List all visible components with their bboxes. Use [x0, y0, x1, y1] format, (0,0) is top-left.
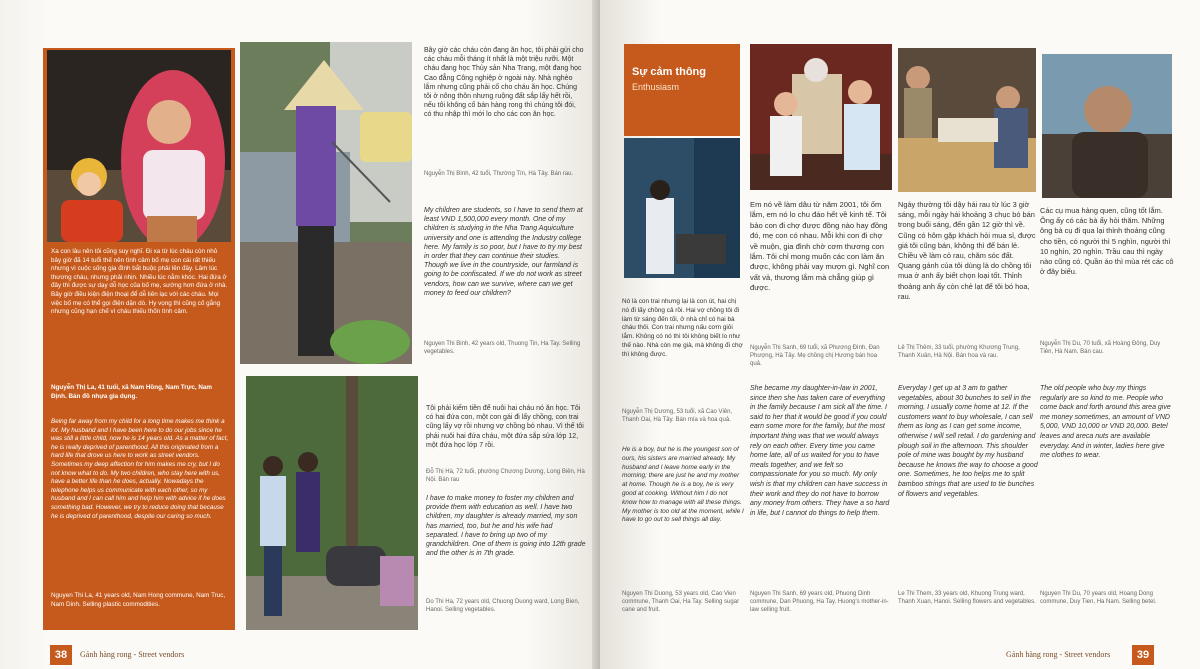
- quote-en-du: The old people who buy my things regularly are so kind to me. People who come back and forth around this area give me money sometimes, an amount of VND 5,000, VND 10,000 or VND 20,000. Betel leaves and areca nuts are available everyday. And in winter, ladies here give me clothes to wear.: [1040, 385, 1171, 460]
- left-page: [0, 0, 598, 669]
- section-title-en: Enthusiasm: [632, 82, 680, 92]
- photo-flower-workshop: [898, 48, 1036, 192]
- photo-elderly-woman: [1042, 54, 1172, 198]
- page-number-left: 38: [50, 645, 72, 665]
- quote-vi-ha: Tôi phải kiếm tiền để nuôi hai cháu nó ăn học. Tôi có hai đứa con, một con gái đi lấy chồng, con trai cũng lấy vợ rồi nhưng vợ chồng bỏ nhau. Vì thế tôi phải nuôi hai đứa cháu, một đứa sắp sửa lớp 12, một đứa học lớp 7 rồi.: [426, 405, 584, 449]
- attribution-vi-them: Lê Thị Thêm, 33 tuổi, phường Khương Trung, Thanh Xuân, Hà Nội. Bán hoa và rau.: [898, 345, 1020, 359]
- attribution-en-sanh: Nguyen Thi Sanh, 69 years old, Phuong Dinh commune, Dan Phuong, Ha Tay. Huong's mother-in-law selling fruit.: [750, 591, 889, 613]
- section-title-box: [624, 44, 740, 136]
- quote-vi-sanh: Em nó về làm dâu từ năm 2001, tôi ốm lắm, em nó lo chu đáo hết về kinh tế. Tôi bảo con đi chợ được đồng nào hay đồng đó, mẹ con có nhau. Mỗi khi con đi chợ về muộn, gia đình chờ cơm thương con lắm. Tôi chỉ mong muốn các con làm ăn được, không phải vay mượn gì. Nghĩ con vất vả, thương lắm mà chẳng giúp gì được.: [750, 200, 890, 293]
- attribution-en-binh: Nguyen Thi Binh, 42 years old, Thuong Tin, Ha Tay. Selling vegetables.: [424, 341, 581, 355]
- quote-vi-binh: Bây giờ các cháu còn đang ăn học, tôi phải gửi cho các cháu mỗi tháng ít nhất là một triệu rưỡi. Một cháu đang học Thủy sản Nha Trang, một đang học Cao đẳng Công nghiệp ở ngoài này. Nhà nghèo lắm nhưng cũng phải cố cho cháu ăn học. Chúng tôi ở nông thôn nhưng ruộng đất sắp lấy hết rồi, nếu tôi không cố bán hàng rong thì chúng tôi đói, có thu nhập thì mới lo cho các con ăn học.: [424, 47, 584, 119]
- quote-en-la: Being far away from my child for a long time makes me think a lot. My husband and I have been here to do our jobs since he was still a little child, now he is 14 years old. As a matter of fact, he is really deprived of parenthood. All this originated from a hard life that drove us here to work as street vendors. Sometimes my deep affection for him makes me cry, but I do not know what to do. My two children, who stay here with us, have a better life than he does, actually. Nowadays the telephone helps us communicate with each other, so my husband and I can call him and help him with advice if he does something bad. However, we try to reduce doing that because he is deprived of parenthood, despite our caring so much.: [51, 418, 229, 520]
- attribution-en-ha: Do Thi Ha, 72 years old, Chuong Duong ward, Long Bien, Hanoi. Selling vegetables.: [426, 599, 580, 613]
- photo-boy-cooking: [624, 138, 740, 278]
- quote-en-duong: He is a boy, but he is the youngest son of ours, his sisters are married already. My husband and I leave home early in the morning; there are just he and my mother at home. Though he is a boy, he is very good at cooking. Without him I do not know how to manage with all these things. My mother is too old at the moment, while I have to go out to sell things all day.: [622, 446, 744, 524]
- quote-en-sanh: She became my daughter-in-law in 2001, since then she has taken care of everything in the family because I am sick all the time. I said to her that it would be good if you could earn some more for the family, but the most important thing was that we would always rely on each other. Every time you came home late, all of us waited for you to have meals together, and we felt so compassionate for you so much. My only wish is that my children can have success in their work and they do not have to borrow any money from others. They have a so hard in life, but I cannot do things to help them.: [750, 385, 890, 517]
- quote-vi-la: Xa con lâu nên tôi cũng suy nghĩ. Đi xa từ lúc cháu còn nhỏ bây giờ đã 14 tuổi thế nên tình cảm bố mẹ con cái rất thiếu nhưng vì cuộc sống gia đình bắt buộc phải lên đây. Lâm lúc thương cháu, nhưng phải nhịn. Nhiều lúc nằm khóc. Hai đứa ở đây thì được sự dạy dỗ học của bố mẹ, sướng hơn đứa ở nhà. Bây giờ điều kiện điện thoại để dễ liên lạc với các cháu. Mọi việc bố mẹ có thể gọi điện dặn dò. Hy vọng thì cũng cố gắng nhưng cũng hạn chế vì cháu thiếu thốn tình cảm.: [51, 248, 228, 316]
- attribution-en-them: Le Thi Them, 33 years old, Khuong Trung ward, Thanh Xuan, Hanoi. Selling flowers and vegetables.: [898, 591, 1036, 605]
- quote-en-them: Everyday I get up at 3 am to gather vegetables, about 30 bunches to sell in the morning. I usually come home at 12. If the customers want to buy wholesale, I can sell them as long as I can get some income, otherwise I will sell retail. I do gardening and plough soil in the afternoon. This shoulder pole of mine was bought by my husband because he knows the way to choose a good one. Sometimes, he too helps me to split bamboo strings that are used to tie bunches of flowers and vegetables.: [898, 385, 1038, 498]
- photo-children: [47, 50, 231, 242]
- quote-en-binh: My children are students, so I have to send them at least VND 1,500,000 every month. One of my children is studying in the Nha Trang Aquiculture university and one is attending the Industry college here. My family is so poor, but I have to try my best in order that they can continue their studies. Though we live in the countryside, our farmland is going to be confiscated. If we do not work as street vendors, how can we survive, where can we get money to feed our children?: [424, 207, 583, 297]
- page-number-right: 39: [1132, 645, 1154, 665]
- attribution-vi-binh: Nguyễn Thị Bình, 42 tuổi, Thường Tín, Hà Tây. Bán rau.: [424, 171, 574, 177]
- attribution-vi-duong: Nguyễn Thị Dương, 53 tuổi, xã Cao Viên, Thanh Oai, Hà Tây. Bán mía và hoa quả.: [622, 409, 733, 423]
- right-page: [600, 0, 1200, 669]
- photo-vendors-street: [246, 376, 418, 630]
- orange-column: [43, 48, 235, 630]
- quote-vi-duong: Nó là con trai nhưng lại là con út, hai chị nó đi lấy chồng cả rồi. Hai vợ chồng tôi đi làm từ sáng đến tối, ở nhà chỉ có hai bà cháu thôi. Con trai nhưng nấu cơm giỏi lắm. Không có nó thì tôi không biết lo như thế nào. Nhà còn mẹ già, mà không đi chợ thì không được.: [622, 298, 743, 358]
- section-title-vi: Sự cảm thông: [632, 66, 706, 78]
- footer-right: Gánh hàng rong - Street vendors: [1006, 650, 1111, 659]
- attribution-vi-ha: Đỗ Thị Hà, 72 tuổi, phường Chương Dương, Long Biên, Hà Nội. Bán rau: [426, 469, 585, 483]
- attribution-vi-du: Nguyễn Thị Du, 70 tuổi, xã Hoàng Đông, Duy Tiên, Hà Nam. Bán cau.: [1040, 341, 1161, 355]
- attribution-vi-la: Nguyễn Thị La, 41 tuổi, xã Nam Hồng, Nam Trực, Nam Định. Bán đồ nhựa gia dụng.: [51, 384, 212, 400]
- quote-vi-them: Ngày thường tôi dậy hái rau từ lúc 3 giờ sáng, mỗi ngày hái khoảng 3 chục bó bán trong buổi sáng, đến gần 12 giờ thì về. Cũng có hôm gặp khách hỏi mua sỉ, được giá tôi cũng bán, không thì để bán lẻ. Chiều về làm cỏ rau, chăm sóc đất. Quang gánh của tôi dùng là do chồng tôi mua ở anh ấy biết chọn loại tốt. Thỉnh thoảng anh ấy còn chẻ lạt để tôi bó hoa, rau.: [898, 200, 1036, 301]
- attribution-en-duong: Nguyen Thi Duong, 53 years old, Cao Vien commune, Thanh Oai, Ha Tay. Selling sugar cane and fruit.: [622, 591, 740, 613]
- attribution-vi-sanh: Nguyễn Thị Sanh, 69 tuổi, xã Phương Đình, Đan Phượng, Hà Tây. Mẹ chồng chị Hương bán hoa quả.: [750, 345, 880, 367]
- quote-vi-du: Các cụ mua hàng quen, cũng tốt lắm. Ông ấy có các bà ấy hỏi thăm. Những ông bà cụ đi qua lại thỉnh thoảng cũng cho tiền, có người thì 5 nghìn, người thì 10 nghìn, 20 nghìn. Trầu cau thì ngày nào cũng có. Quần áo thì mùa rét các cô ở đây biếu.: [1040, 206, 1174, 277]
- footer-left: Gánh hàng rong - Street vendors: [80, 650, 185, 659]
- photo-grandmother-children: [750, 44, 892, 190]
- attribution-en-du: Nguyen Thi Du, 70 years old, Hoang Dong commune, Duy Tien, Ha Nam. Selling betel.: [1040, 591, 1157, 605]
- attribution-en-la: Nguyen Thi La, 41 years old, Nam Hong commune, Nam Truc, Nam Dinh. Selling plastic commodities.: [51, 592, 226, 608]
- photo-vendor-conical-hat: [240, 42, 412, 364]
- quote-en-ha: I have to make money to foster my children and provide them with education as well. I have two children, my daughter is already married, my son has married, too, but he and his wife had separated. I have to bring up two of my grandchildren. One of them is going into 12th grade and the other is in 7th grade.: [426, 495, 586, 558]
